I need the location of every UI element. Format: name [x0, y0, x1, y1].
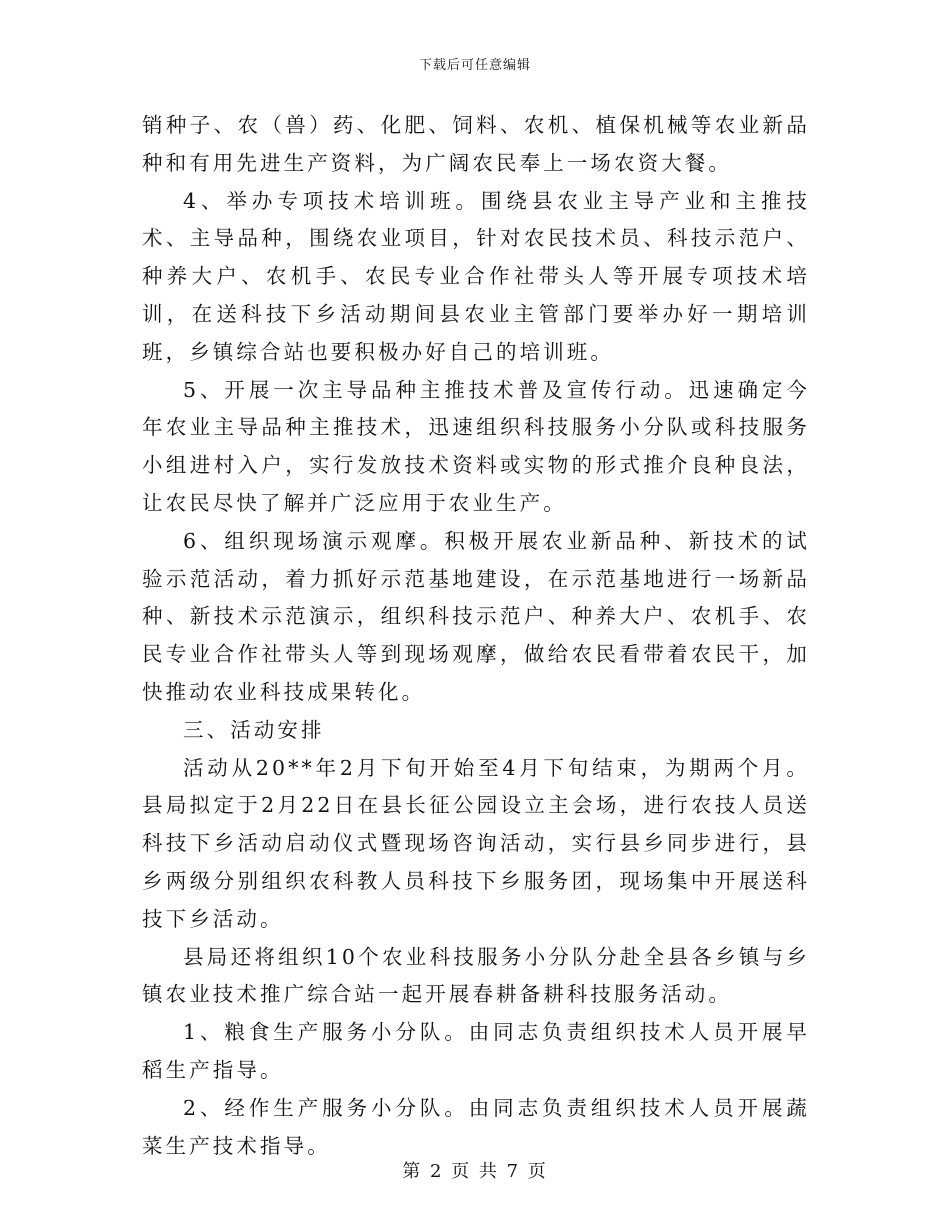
paragraph: 县局还将组织10个农业科技服务小分队分赴全县各乡镇与乡镇农业技术推广综合站一起开展春耕备耕科技服务活动。 — [142, 944, 810, 1007]
section-heading: 三、活动安排 — [183, 717, 325, 742]
paragraph: 活动从20**年2月下旬开始至4月下旬结束，为期两个月。县局拟定于2月22日在县长征公园设立主会场，进行农技人员送科技下乡活动启动仪式暨现场咨询活动，实行县乡同步进行，县乡两级分别组织农科教人员科技下乡服务团，现场集中开展送科技下乡活动。 — [142, 755, 810, 931]
paragraph: 销种子、农（兽）药、化肥、饲料、农机、植保机械等农业新品种和有用先进生产资料，为广阔农民奉上一场农资大餐。 — [142, 113, 810, 175]
page-header: 下载后可任意编辑 — [418, 58, 531, 73]
paragraph: 5、开展一次主导品种主推技术普及宣传行动。迅速确定今年农业主导品种主推技术，迅速组织科技服务小分队或科技服务小组进村入户，实行发放技术资料或实物的形式推介良种良法，让农民尽快了解并广泛应用于农业生产。 — [142, 377, 810, 515]
page-footer: 第 2 页 共 7 页 — [402, 1161, 548, 1182]
document-body — [142, 107, 810, 1165]
paragraph: 2、经作生产服务小分队。由同志负责组织技术人员开展蔬菜生产技术指导。 — [142, 1095, 810, 1158]
paragraph: 1、粮食生产服务小分队。由同志负责组织技术人员开展早稻生产指导。 — [142, 1020, 810, 1082]
paragraph: 6、组织现场演示观摩。积极开展农业新品种、新技术的试验示范活动，着力抓好示范基地建设，在示范基地进行一场新品种、新技术示范演示，组织科技示范户、种养大户、农机手、农民专业合作社带头人等到现场观摩，做给农民看带着农民干，加快推动农业科技成果转化。 — [142, 528, 810, 704]
paragraph: 4、举办专项技术培训班。围绕县农业主导产业和主推技术、主导品种，围绕农业项目，针对农民技术员、科技示范户、种养大户、农机手、农民专业合作社带头人等开展专项技术培训，在送科技下乡活动期间县农业主管部门要举办好一期培训班，乡镇综合站也要积极办好自己的培训班。 — [142, 188, 810, 364]
